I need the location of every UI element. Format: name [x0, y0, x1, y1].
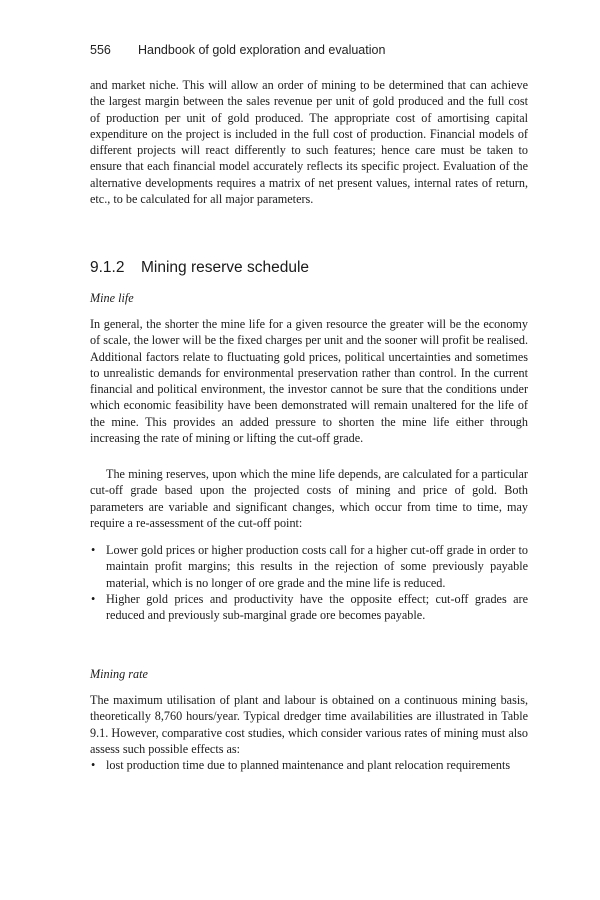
- bullet-icon: •: [91, 758, 96, 772]
- list-item: [90, 542, 528, 591]
- mine-life-bullet-list: [90, 542, 528, 623]
- list-item-text: Lower gold prices or higher production costs call for a higher cut-off grade in order to maintain profit margins; this results in the rejection of some previously payable material, which is no longer of ore grade and the mine life is reduced.: [106, 543, 528, 590]
- mining-rate-paragraph: The maximum utilisation of plant and labour is obtained on a continuous mining basis, theoretically 8,760 hours/year. Typical dredger time availabilities are illustrated in Table 9.1. However, comparative cost studies, which consider various rates of mining must also assess such possible effects as:: [90, 693, 528, 756]
- running-head-title: Handbook of gold exploration and evaluation: [138, 43, 386, 57]
- section-title: Mining reserve schedule: [141, 259, 310, 276]
- running-head: [90, 43, 530, 61]
- mining-rate-bullet-list: [90, 757, 528, 773]
- page-number: 556: [90, 43, 111, 57]
- list-item-text: Higher gold prices and productivity have the opposite effect; cut-off grades are reduced and previously sub-marginal grade ore becomes payable.: [106, 591, 528, 623]
- section-heading: [90, 259, 530, 277]
- bullet-icon: •: [91, 543, 96, 557]
- section-number: 9.1.2: [90, 259, 125, 276]
- mine-life-paragraph-2: The mining reserves, upon which the mine life depends, are calculated for a particular cut-off grade based upon the projected costs of mining and price of gold. Both parameters are variable and significant changes, which occur from time to time, may require a re-assessment of the cut-off point:: [90, 467, 528, 530]
- mine-life-paragraph-1: In general, the shorter the mine life for a given resource the greater will be the economy of scale, the lower will be the fixed charges per unit and the sooner will profit be realised. Additional factors relate to fluctuating gold prices, political uncertainties and sometimes to unrealistic demands for environmental preservation rather than control. In the current financial and political environment, the investor cannot be sure that the conditions under which economic feasibility have been demonstrated will remain unaltered for the life of the mine. This provides an added pressure to shorten the mine life either through increasing the rate of mining or lifting the cut-off grade.: [90, 317, 528, 446]
- list-item-text: lost production time due to planned maintenance and plant relocation requirements: [106, 758, 511, 772]
- subheading-mining-rate: Mining rate: [90, 667, 148, 681]
- list-item: [90, 757, 528, 773]
- list-item: [90, 591, 528, 624]
- bullet-icon: •: [91, 591, 96, 606]
- subheading-mine-life: Mine life: [90, 291, 134, 305]
- intro-paragraph: and market niche. This will allow an order of mining to be determined that can achieve the largest margin between the sales revenue per unit of gold produced and the full cost of production per unit of gold produced. The appropriate cost of amortising capital expenditure on the project is included in the full cost of production. Financial models of different projects will react differently to such features; hence care must be taken to ensure that each financial model accurately reflects its specific project. Evaluation of the alternative developments requires a matrix of net present values, internal rates of return, etc., to be calculated for all major parameters.: [90, 78, 528, 207]
